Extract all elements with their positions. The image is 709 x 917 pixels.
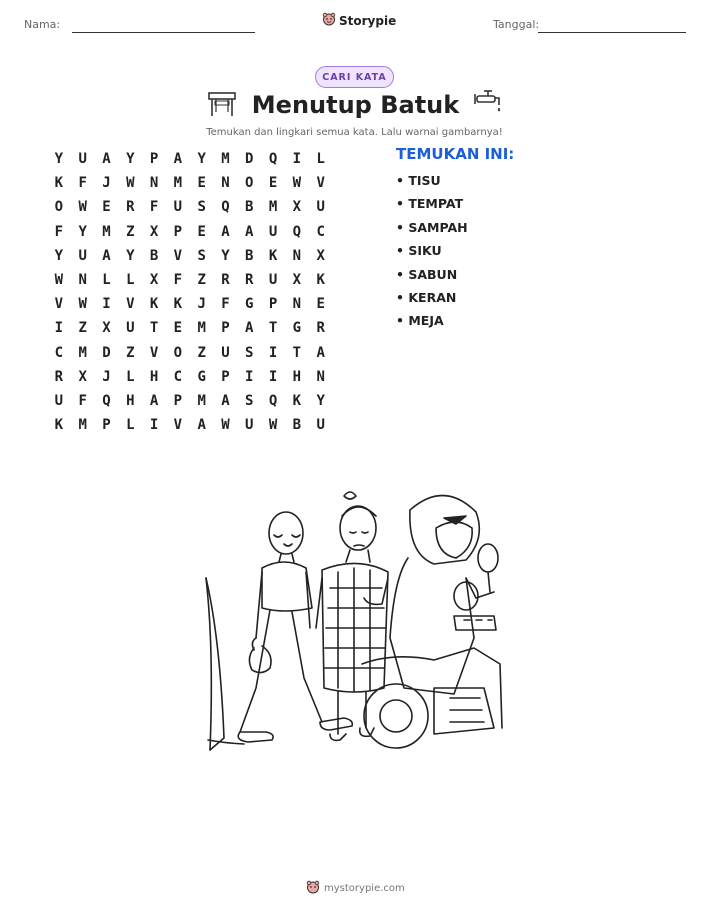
grid-letter[interactable]: E [102,199,111,216]
grid-letter[interactable]: H [149,368,159,385]
grid-letter[interactable]: Y [126,247,135,264]
grid-letter[interactable]: G [292,320,302,337]
grid-letter[interactable]: A [221,392,230,409]
date-label: Tanggal: [493,18,540,31]
word-list-title: TEMUKAN INI: [396,145,515,163]
grid-letter[interactable]: U [173,199,183,216]
grid-letter[interactable]: O [54,199,64,216]
grid-letter[interactable]: G [197,368,206,385]
grid-letter[interactable]: R [221,272,230,289]
grid-letter[interactable]: M [221,151,230,168]
grid-letter[interactable]: W [126,175,135,192]
grid-letter[interactable]: L [102,272,111,289]
storypie-mascot-icon [306,880,320,897]
name-line [72,32,255,33]
grid-letter[interactable]: L [316,151,325,168]
grid-letter[interactable]: O [173,344,183,361]
grid-letter[interactable]: E [316,296,325,313]
grid-letter[interactable]: V [126,296,135,313]
grid-letter[interactable]: T [268,320,278,337]
grid-letter[interactable]: Z [78,320,87,337]
grid-letter[interactable]: R [245,272,254,289]
instructions: Temukan dan lingkari semua kata. Lalu warnai gambarnya! [206,127,503,138]
word-item: • KERAN [396,289,457,305]
grid-letter[interactable]: W [268,417,278,434]
grid-letter[interactable]: E [197,175,206,192]
grid-letter[interactable]: H [292,368,302,385]
coloring-illustration [204,488,506,758]
grid-letter[interactable]: E [197,223,206,240]
word-item: • MEJA [396,313,444,329]
grid-letter[interactable]: C [316,223,325,240]
word-search-grid[interactable] [47,147,333,437]
grid-letter[interactable]: E [173,320,183,337]
grid-letter[interactable]: P [173,223,183,240]
grid-letter[interactable]: P [268,296,278,313]
brand-name: Storypie [339,13,397,28]
grid-letter[interactable]: N [221,175,230,192]
grid-letter[interactable]: L [126,368,135,385]
grid-letter[interactable]: U [316,417,325,434]
grid-letter[interactable]: M [173,175,183,192]
grid-letter[interactable]: A [221,223,230,240]
grid-letter[interactable]: C [54,344,64,361]
grid-letter[interactable]: Y [126,151,135,168]
grid-letter[interactable]: M [197,392,206,409]
grid-letter[interactable]: F [149,199,159,216]
grid-letter[interactable]: U [245,417,254,434]
storypie-mascot-icon [322,12,336,29]
grid-letter[interactable]: W [54,272,64,289]
grid-letter[interactable]: N [149,175,159,192]
grid-letter[interactable]: P [221,320,230,337]
word-item: • TEMPAT [396,196,464,212]
name-label: Nama: [24,18,61,31]
grid-letter[interactable]: I [292,151,302,168]
grid-letter[interactable]: V [173,417,183,434]
desk-icon [206,88,238,122]
grid-letter[interactable]: Y [54,247,64,264]
grid-letter[interactable]: A [149,392,159,409]
grid-letter[interactable]: U [78,247,87,264]
grid-letter[interactable]: K [268,247,278,264]
grid-letter[interactable]: K [54,417,64,434]
grid-letter[interactable]: J [197,296,206,313]
grid-letter[interactable]: K [173,296,183,313]
grid-letter[interactable]: Z [197,272,206,289]
grid-letter[interactable]: W [221,417,230,434]
activity-badge: CARI KATA [315,66,394,88]
grid-letter[interactable]: V [149,344,159,361]
grid-letter[interactable]: V [54,296,64,313]
grid-letter[interactable]: P [102,417,111,434]
word-item: • SAMPAH [396,219,468,235]
grid-letter[interactable]: S [245,344,254,361]
grid-letter[interactable]: F [78,392,87,409]
grid-letter[interactable]: W [78,296,87,313]
grid-letter[interactable]: K [316,272,325,289]
grid-letter[interactable]: S [245,392,254,409]
grid-letter[interactable]: M [197,320,206,337]
grid-letter[interactable]: Y [316,392,325,409]
footer [306,880,405,897]
grid-letter[interactable]: O [245,175,254,192]
grid-letter[interactable]: X [78,368,87,385]
grid-letter[interactable]: V [173,247,183,264]
grid-letter[interactable]: D [102,344,111,361]
grid-letter[interactable]: B [245,247,254,264]
grid-letter[interactable]: T [149,320,159,337]
grid-letter[interactable]: I [102,296,111,313]
grid-letter[interactable]: Y [197,151,206,168]
grid-letter[interactable]: P [221,368,230,385]
grid-letter[interactable]: X [316,247,325,264]
grid-letter[interactable]: N [316,368,325,385]
grid-letter[interactable]: J [102,175,111,192]
grid-letter[interactable]: G [245,296,254,313]
title-row [0,88,709,122]
grid-letter[interactable]: A [173,151,183,168]
grid-letter[interactable]: Q [268,392,278,409]
grid-letter[interactable]: U [221,344,230,361]
word-item: • SABUN [396,266,458,282]
grid-letter[interactable]: F [173,272,183,289]
grid-letter[interactable]: M [78,417,87,434]
grid-letter[interactable]: U [126,320,135,337]
grid-letter[interactable]: Q [292,223,302,240]
word-item: • SIKU [396,243,442,259]
grid-letter[interactable]: N [292,296,302,313]
grid-letter[interactable]: U [316,199,325,216]
footer-url[interactable]: mystorypie.com [324,883,405,894]
grid-letter[interactable]: I [245,368,254,385]
grid-letter[interactable]: L [126,272,135,289]
grid-letter[interactable]: S [197,199,206,216]
grid-letter[interactable]: A [102,151,111,168]
grid-letter[interactable]: Q [268,151,278,168]
grid-letter[interactable]: R [316,320,325,337]
grid-letter[interactable]: W [292,175,302,192]
grid-letter[interactable]: M [268,199,278,216]
grid-letter[interactable]: L [126,417,135,434]
grid-letter[interactable]: A [245,320,254,337]
grid-letter[interactable]: U [54,392,64,409]
grid-letter[interactable]: J [102,368,111,385]
grid-letter[interactable]: Y [221,247,230,264]
grid-letter[interactable]: Z [126,344,135,361]
grid-letter[interactable]: D [245,151,254,168]
grid-letter[interactable]: V [316,175,325,192]
grid-letter[interactable]: N [78,272,87,289]
grid-letter[interactable]: F [221,296,230,313]
grid-letter[interactable]: K [292,392,302,409]
brand-logo [322,12,396,29]
grid-letter[interactable]: K [149,296,159,313]
page-title: Menutup Batuk [251,91,460,119]
grid-letter[interactable]: X [292,272,302,289]
grid-letter[interactable]: F [54,223,64,240]
grid-letter[interactable]: X [149,272,159,289]
grid-letter[interactable]: I [54,320,64,337]
grid-letter[interactable]: U [78,151,87,168]
grid-letter[interactable]: M [78,344,87,361]
grid-letter[interactable]: F [78,175,87,192]
grid-letter[interactable]: R [54,368,64,385]
grid-letter[interactable]: B [292,417,302,434]
grid-letter[interactable]: Y [78,223,87,240]
grid-letter[interactable]: Z [126,223,135,240]
grid-letter[interactable]: Y [54,151,64,168]
grid-letter[interactable]: X [292,199,302,216]
grid-letter[interactable]: T [292,344,302,361]
grid-letter[interactable]: A [245,223,254,240]
grid-letter[interactable]: I [149,417,159,434]
grid-letter[interactable]: N [292,247,302,264]
word-list [396,171,468,335]
grid-letter[interactable]: X [149,223,159,240]
grid-letter[interactable]: A [197,417,206,434]
grid-letter[interactable]: Z [197,344,206,361]
grid-letter[interactable]: A [316,344,325,361]
grid-letter[interactable]: Q [102,392,111,409]
grid-letter[interactable]: X [102,320,111,337]
faucet-icon [473,88,503,122]
grid-letter[interactable]: P [149,151,159,168]
grid-letter[interactable]: M [102,223,111,240]
grid-letter[interactable]: U [268,272,278,289]
grid-letter[interactable]: P [173,392,183,409]
grid-letter[interactable]: U [268,223,278,240]
grid-letter[interactable]: Q [221,199,230,216]
grid-letter[interactable]: C [173,368,183,385]
date-line [538,32,686,33]
grid-letter[interactable]: I [268,368,278,385]
grid-letter[interactable]: K [54,175,64,192]
grid-letter[interactable]: E [268,175,278,192]
grid-letter[interactable]: B [149,247,159,264]
grid-letter[interactable]: R [126,199,135,216]
grid-letter[interactable]: W [78,199,87,216]
word-item: • TISU [396,173,441,188]
grid-letter[interactable]: B [245,199,254,216]
grid-letter[interactable]: I [268,344,278,361]
grid-letter[interactable]: S [197,247,206,264]
grid-letter[interactable]: A [102,247,111,264]
grid-letter[interactable]: H [126,392,135,409]
